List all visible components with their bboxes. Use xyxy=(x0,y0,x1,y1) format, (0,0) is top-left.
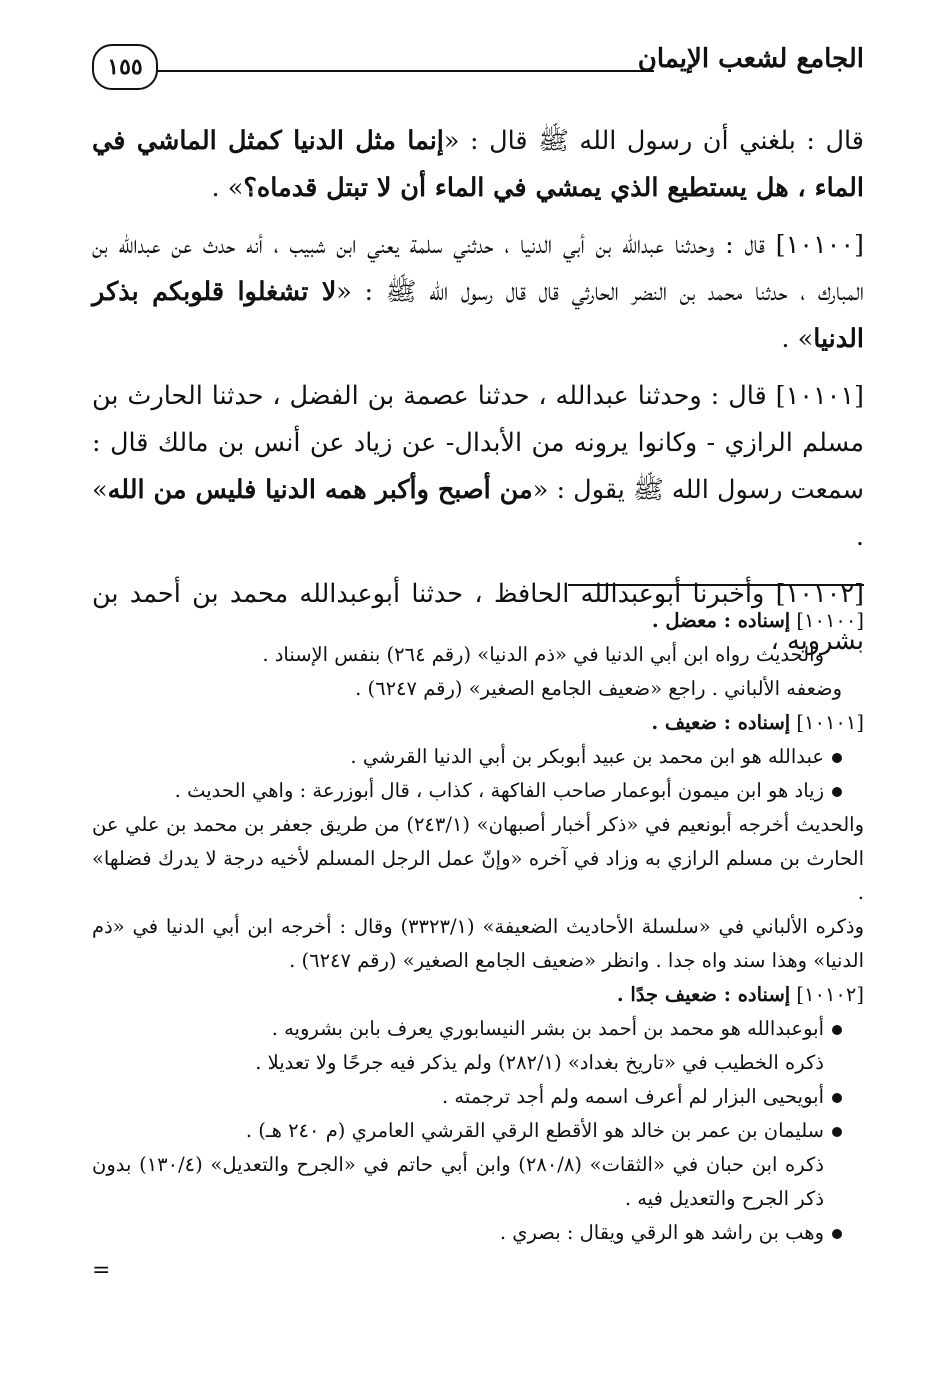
footnote-10100-heading xyxy=(92,604,864,638)
paragraph-1-lead: قال : بلغني أن رسول الله ﷺ قال : « xyxy=(443,126,864,156)
footnote-ref: [١٠١٠١] xyxy=(790,711,864,734)
footnote-10102-heading xyxy=(92,978,864,1012)
footnote-bullet-item: زياد هو ابن ميمون أبوعمار صاحب الفاكهة ، كذاب ، قال أبوزرعة : واهي الحديث . xyxy=(92,774,864,808)
footnote-verdict: إسناده : معضل . xyxy=(651,609,791,632)
bullet-icon xyxy=(832,1229,842,1239)
footnote-line: وذكره الألباني في «سلسلة الأحاديث الضعيفة» (٣٣٢٣/١) وقال : أخرجه ابن أبي الدنيا في «ذم الدنيا» وهذا سند واه جدا . وانظر «ضعيف الجامع الصغير» (رقم ٦٢٤٧) . xyxy=(92,915,865,972)
footnote-ref: [١٠١٠٢] xyxy=(790,983,864,1006)
bullet-icon xyxy=(832,1093,842,1103)
bullet-icon xyxy=(832,1025,842,1035)
footnote-bullet-item: أبوعبدالله هو محمد بن أحمد بن بشر النيسابوري يعرف بابن بشرويه . xyxy=(92,1012,864,1046)
footnote-verdict: إسناده : ضعيف جدًا . xyxy=(616,983,791,1006)
page-number: ١٥٥ xyxy=(92,44,158,90)
footnote-line: ذكره الخطيب في «تاريخ بغداد» (٢٨٢/١) ولم يذكر فيه جرحًا ولا تعديلا . xyxy=(255,1051,824,1074)
bullet-icon xyxy=(832,1127,842,1137)
header-rule xyxy=(156,70,654,72)
paragraph-10101-tail: » . xyxy=(92,475,864,552)
paragraph-10101 xyxy=(92,373,864,561)
paragraph-10102: [١٠١٠٢] وأخبرنا أبوعبدالله الحافظ ، حدثنا أبوعبدالله محمد بن أحمد بن بشرويه ، xyxy=(92,579,864,656)
footnote-bullet-item: وهب بن راشد هو الرقي ويقال : بصري . xyxy=(92,1216,864,1250)
footnote-line: والحديث رواه ابن أبي الدنيا في «ذم الدنيا» (رقم ٢٦٤) بنفس الإسناد . xyxy=(262,643,824,666)
main-text xyxy=(92,118,864,675)
paragraph-1-tail: » . xyxy=(211,173,244,203)
footnote-verdict: إسناده : ضعيف . xyxy=(651,711,791,734)
paragraph-10100 xyxy=(92,222,864,363)
footnote-bullet-item: عبدالله هو ابن محمد بن عبيد أبوبكر بن أبي الدنيا القرشي . xyxy=(92,740,864,774)
footnote-line: ذكره ابن حبان في «الثقات» (٢٨٠/٨) وابن أبي حاتم في «الجرح والتعديل» (١٣٠/٤) بدون ذكر الجرح والتعديل فيه . xyxy=(92,1153,824,1210)
paragraph-10101-lead: [١٠١٠١] قال : وحدثنا عبدالله ، حدثنا عصمة بن الفضل ، حدثنا الحارث بن مسلم الرازي - وكانوا يرونه من الأبدال- عن زياد عن أنس بن مالك قال : سمعت رسول الله ﷺ يقول : « xyxy=(92,381,864,505)
running-header xyxy=(92,38,864,98)
paragraph-10100-tail: » . xyxy=(781,324,814,354)
bullet-icon xyxy=(832,787,842,797)
footnote-10101-heading xyxy=(92,706,864,740)
footnote-line: وضعفه الألباني . راجع «ضعيف الجامع الصغير» (رقم ٦٢٤٧) . xyxy=(355,677,842,700)
bullet-icon xyxy=(832,753,842,763)
book-title: الجامع لشعب الإيمان xyxy=(637,44,864,74)
hadith-text-10101: من أصبح وأكبر همه الدنيا فليس من الله xyxy=(107,475,533,505)
hadith-text-10100: لا تشغلوا قلوبكم بذكر الدنيا xyxy=(92,277,864,354)
continuation-mark: = xyxy=(92,1258,111,1283)
hadith-text-1: إنما مثل الدنيا كمثل الماشي في الماء ، هل يستطيع الذي يمشي في الماء أن لا تبتل قدماه؟ xyxy=(92,126,864,203)
paragraph-10100-lead: [١٠١٠٠] قال : وحدثنا عبدالله بن أبي الدنيا ، حدثني سلمة يعني ابن شبيب ، أنه حدث عن عبدالله بن المبارك ، حدثنا محمد بن النضر الحارثي قال قال رسول الله ﷺ : « xyxy=(92,230,865,307)
footnote-bullet-item: سليمان بن عمر بن خالد هو الأقطع الرقي القرشي العامري (م ٢٤٠ هـ) . xyxy=(92,1114,864,1148)
footnote-bullet-item: أبويحيى البزار لم أعرف اسمه ولم أجد ترجمته . xyxy=(92,1080,864,1114)
footnote-separator xyxy=(568,584,864,586)
paragraph-1 xyxy=(92,118,864,212)
footnote-line: والحديث أخرجه أبونعيم في «ذكر أخبار أصبهان» (٢٤٣/١) من طريق جعفر بن محمد بن علي عن الحارث بن مسلم الرازي به وزاد في آخره «وإنّ عمل الرجل المسلم لأخيه درجة لا يدرك فضلها» . xyxy=(92,813,864,904)
footnotes xyxy=(92,604,864,1250)
footnote-ref: [١٠١٠٠] xyxy=(790,609,864,632)
